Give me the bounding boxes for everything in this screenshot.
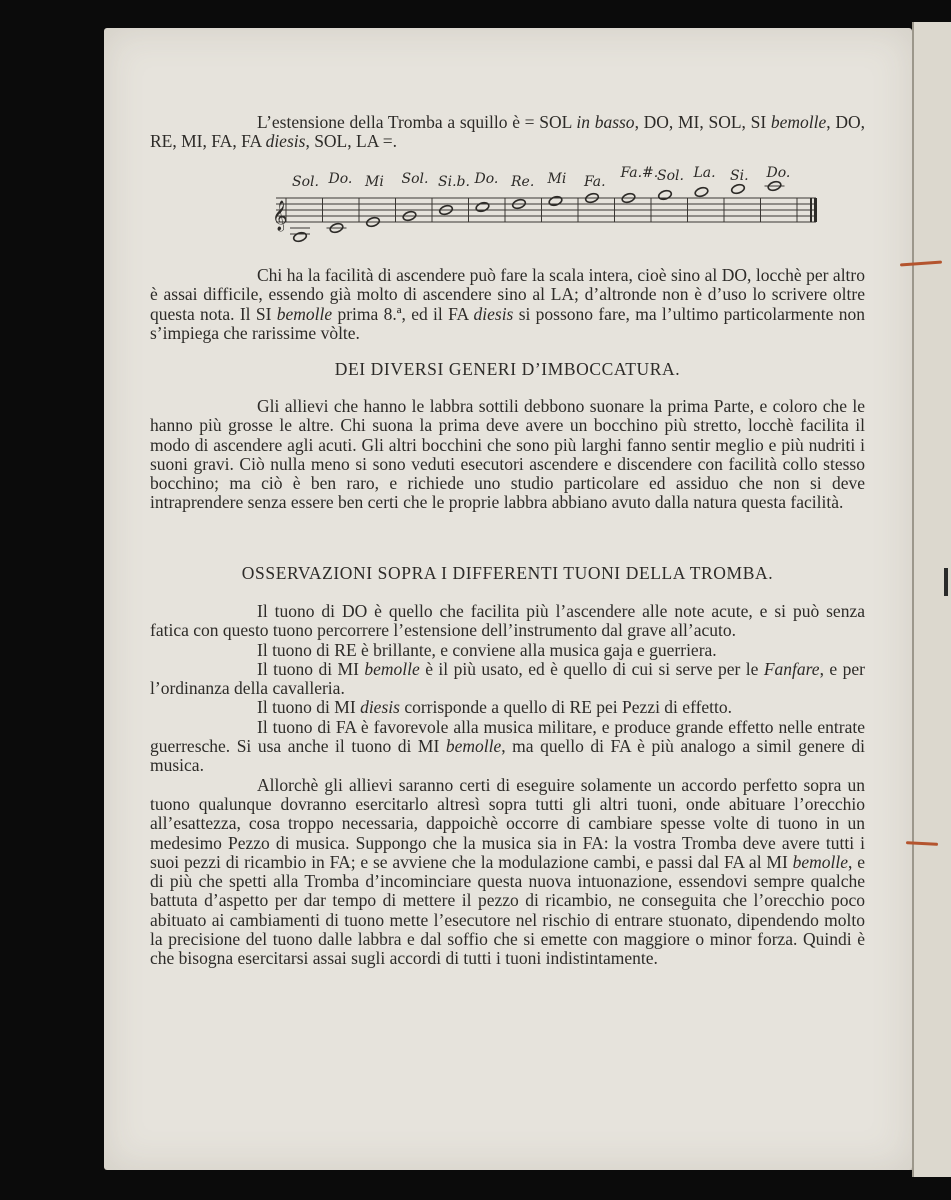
- adjacent-page-edge: [912, 22, 951, 1177]
- intro-italic-2: bemolle: [770, 112, 827, 132]
- para8-text-a: Il tuono di FA è favorevole alla musica militare, e produce grande effetto nelle entrate guerresche. Si usa anche il tuono di MI: [150, 716, 865, 757]
- note-name-label: Sol.: [292, 174, 319, 190]
- note-name-label: Mi: [365, 174, 384, 190]
- treble-clef-icon: 𝄞: [272, 201, 288, 231]
- para7-text-a: Il tuono di MI: [257, 697, 361, 718]
- intro-text-4: , SOL, LA =.: [305, 131, 397, 152]
- para6: [150, 660, 865, 699]
- para7-text-b: corrisponde a quello di RE pei Pezzi di effetto.: [399, 697, 733, 718]
- imboccatura-paragraph: [150, 397, 865, 513]
- para2-italic-1: bemolle: [276, 303, 333, 324]
- note-name-label: La.: [693, 165, 716, 181]
- music-staff-figure: [270, 158, 830, 254]
- whole-note: [658, 189, 673, 201]
- para9: [150, 776, 865, 969]
- whole-note: [475, 201, 490, 213]
- note-name-label: Do.: [474, 171, 499, 187]
- para8: [150, 718, 865, 776]
- note-name-label: Fa.#.: [620, 165, 659, 181]
- note-name-label: Si.b.: [438, 174, 470, 190]
- note-name-label: Do.: [328, 171, 353, 187]
- note-name-label: Fa.: [584, 174, 606, 190]
- para7-italic-1: diesis: [360, 697, 400, 718]
- para2-text-c: si possono fare, ma l’ultimo particolarmente non s’impiega che rarissime vòlte.: [150, 303, 865, 343]
- para6-text-b: è il più usato, ed è quello di cui si serve per le: [419, 658, 764, 679]
- adjacent-page-mark: [944, 568, 948, 596]
- note-name-label: Mi: [547, 171, 567, 187]
- para7: [150, 698, 865, 717]
- range-paragraph: [150, 266, 865, 343]
- heading-imboccatura: DEI DIVERSI GENERI D’IMBOCCATURA.: [334, 359, 681, 379]
- para2-text-a: Chi ha la facilità di ascendere può fare la scala intera, cioè sino al DO, locchè per altro è assai difficile, essendo già molto di ascendere sino al LA; d’altronde non è d’uso lo scrivere oltre questa nota. Il SI: [150, 265, 865, 324]
- whole-note: [548, 195, 563, 207]
- para4-text: Il tuono di DO è quello che facilita più l’ascendere alle note acute, e si può senza fatica con questo tuono percorrere l’estensione dell’instrumento dal grave all’acuto.: [150, 601, 865, 641]
- para6-italic-2: Fanfare: [763, 658, 820, 679]
- para6-italic-1: bemolle: [364, 658, 420, 679]
- music-staff: [270, 158, 830, 250]
- note-name-label: Sol.: [657, 168, 684, 184]
- intro-paragraph: [150, 113, 865, 152]
- staff-lines: [276, 198, 816, 222]
- intro-text-2: , DO, MI, SOL, SI: [634, 112, 771, 132]
- intro-italic-3: diesis: [265, 131, 306, 152]
- para9-italic-1: bemolle: [792, 851, 849, 872]
- para6-text-c: , e per l’ordinanza della cavalleria.: [150, 658, 865, 699]
- para8-italic-1: bemolle: [445, 736, 502, 757]
- note-name-label: Si.: [730, 168, 749, 184]
- para9-text-a: Allorchè gli allievi saranno certi di eseguire solamente un accordo perfetto sopra un tuono qualunque dovranno esercitarlo altresì sopra tutti gli altri tuoni, onde abituare l’orecchio all’esattezza, cosa troppo necessaria, dappoichè occorre di cambiare spesse volte di tuono in un medesimo Pezzo di musica. Suppongo che la musica sia in FA: la vostra Tromba deve avere tutti i suoi pezzi di ricambio in FA; e se avviene che la modulazione cambi, e passi dal FA al MI: [150, 774, 865, 872]
- tuoni-section: [150, 602, 865, 969]
- heading-tuoni: OSSERVAZIONI SOPRA I DIFFERENTI TUONI DELLA TROMBA.: [241, 563, 774, 583]
- para3-text: Gli allievi che hanno le labbra sottili debbono suonare la prima Parte, e coloro che le hanno più grosse le altre. Chi suona la prima deve avere un bocchino più stretto, locchè facilita il modo di ascendere agli acuti. Gli altri bocchini che sono più larghi fanno sentir meglio e più nudriti i suoni gravi. Ciò nulla meno si sono veduti esecutori ascendere e discendere con facilità collo stesso bocchino; ma ciò è ben raro, e richiede uno studio particolare ed assiduo che non si deve intraprendere senza essere ben certi che le proprie labbra abbiano avuto dalla natura questa facilità.: [150, 396, 865, 513]
- whole-note: [731, 183, 746, 195]
- intro-text-3: , DO, RE, MI, FA, FA: [150, 112, 865, 152]
- para8-text-b: , ma quello di FA è più analogo a simil genere di musica.: [150, 736, 865, 776]
- whole-note: [694, 186, 709, 198]
- note-name-label: Sol.: [401, 171, 429, 187]
- note-name-label: Do.: [766, 165, 791, 181]
- note-name-label: Re.: [511, 174, 535, 190]
- para5-text: Il tuono di RE è brillante, e conviene alla musica gaja e guerriera.: [257, 639, 717, 660]
- para6-text-a: Il tuono di MI: [257, 658, 365, 679]
- whole-note: [293, 231, 308, 243]
- para9-text-b: , e di più che spetti alla Tromba d’incominciare questa nuova intuonazione, essendovi sempre qualche battuta d’aspetto per dar tempo di mettere il pezzo di ricambio, ne conseguita che l’orecchio poco abituato ai cambiamenti di tuono mette l’esecutore nel rischio di entrare stuonato, dipendendo molto la precisione del tuono dalle labbra e dal soffio che si emette con maggiore o minor forza. Quindi è che bisogna esercitarsi assai sugli accordi di tutti i tuoni indistintamente.: [150, 851, 865, 969]
- para2-italic-2: diesis: [473, 303, 514, 324]
- para2-text-b: prima 8.ª, ed il FA: [332, 303, 474, 324]
- intro-text-1: L’estensione della Tromba a squillo è = SOL: [257, 112, 577, 132]
- intro-italic-1: in basso: [576, 112, 635, 132]
